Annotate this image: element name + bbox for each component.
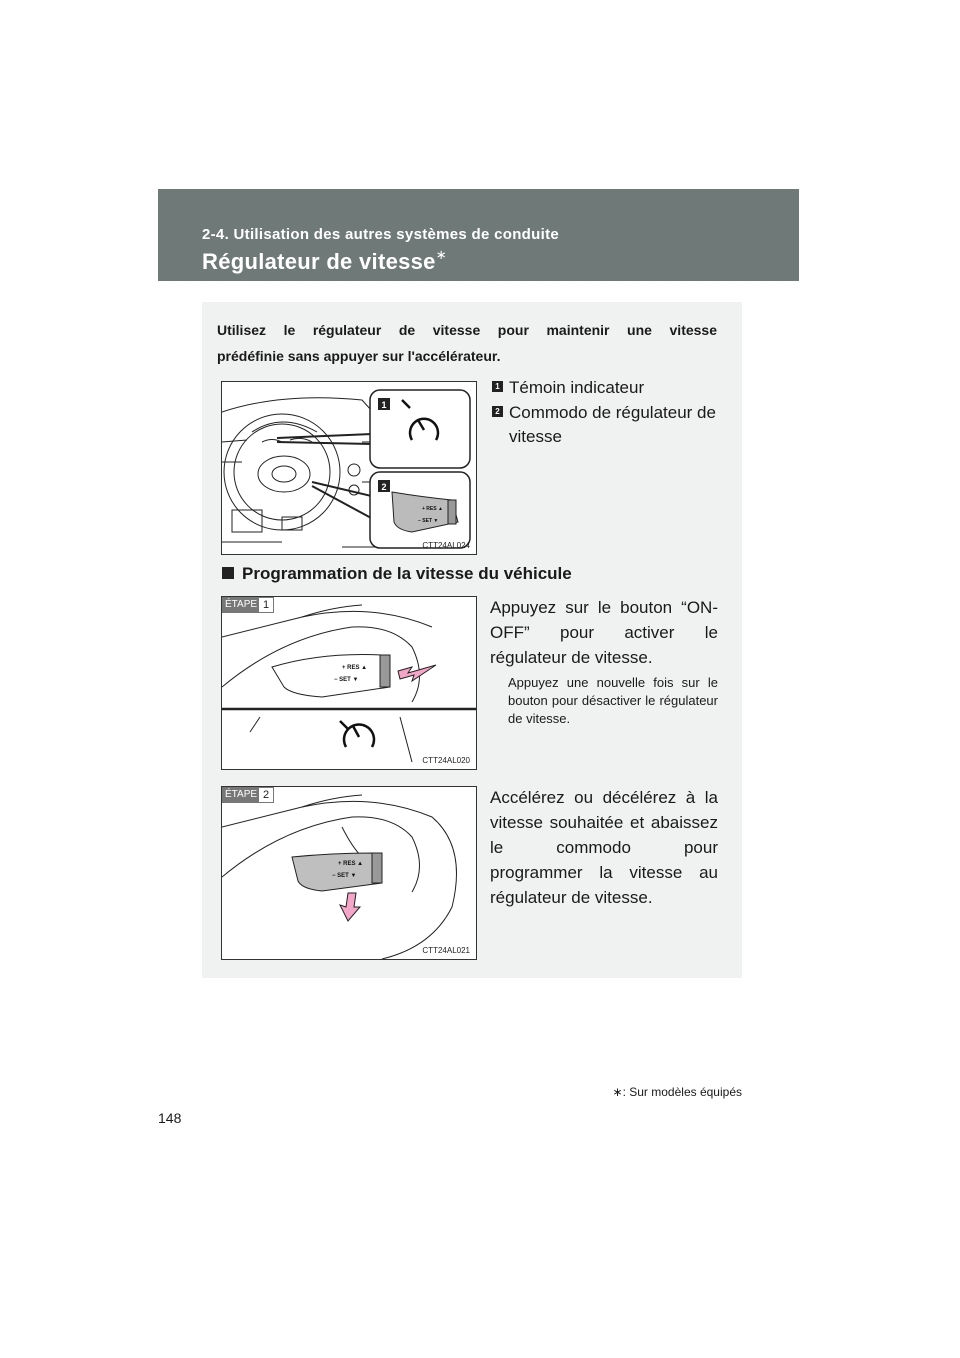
legend-2-text: Commodo de régulateur de — [509, 403, 716, 422]
step-1-badge — [222, 597, 274, 613]
legend-item-1 — [492, 376, 644, 400]
section-subheading — [222, 564, 572, 584]
intro-text — [217, 317, 717, 369]
intro-line-2: prédéfinie sans appuyer sur l'accélérateur. — [217, 348, 501, 364]
step-2-illustration — [221, 786, 477, 960]
section-label: 2-4. Utilisation des autres systèmes de conduite — [202, 226, 560, 243]
footnote: ∗: Sur modèles équipés — [612, 1085, 742, 1099]
callout-2-label: 2 — [381, 482, 387, 492]
square-bullet-icon — [222, 567, 234, 579]
lever-set-label: − SET ▼ — [418, 518, 439, 524]
title-asterisk: ∗ — [435, 247, 447, 262]
figure-1-code: CTT24AL024 — [422, 541, 470, 550]
step-2-number: 2 — [258, 787, 274, 803]
page-number: 148 — [158, 1110, 182, 1126]
legend-2-text-cont: vitesse — [509, 427, 562, 446]
step-2-lever-set: − SET ▼ — [332, 873, 357, 879]
step-1-label: ÉTAPE — [225, 599, 258, 610]
callout-1-label: 1 — [381, 400, 387, 410]
press-arrow-icon — [398, 665, 436, 681]
chapter-header — [158, 189, 799, 281]
step-2-code: CTT24AL021 — [422, 946, 470, 955]
intro-line-1: Utilisez le régulateur de vitesse pour maintenir une vitesse — [217, 322, 717, 338]
step-1-number: 1 — [258, 597, 274, 613]
step-1-illustration — [221, 596, 477, 770]
step-1-code: CTT24AL020 — [422, 756, 470, 765]
step-1-lever-set: − SET ▼ — [334, 677, 359, 683]
step-1-note: Appuyez une nouvelle fois sur le bouton pour désactiver le régulateur de vitesse. — [508, 675, 718, 726]
step-1-lever-res: + RES ▲ — [342, 665, 368, 671]
step-2-badge — [222, 787, 274, 803]
page-title — [202, 249, 447, 275]
step-1-drawing — [222, 597, 476, 769]
subheading-text: Programmation de la vitesse du véhicule — [242, 564, 572, 583]
dashboard-drawing — [222, 382, 476, 554]
step-2-lever-res: + RES ▲ — [338, 861, 364, 867]
step-1-text: Appuyez sur le bouton “ON-OFF” pour activer le régulateur de vitesse. — [490, 598, 718, 667]
lever-res-label: + RES ▲ — [422, 506, 443, 512]
step-2-label: ÉTAPE — [225, 789, 258, 800]
legend-item-2 — [492, 401, 716, 449]
step-2-text: Accélérez ou décélérez à la vitesse souhaitée et abaissez le commodo pour programmer la vitesse au régulateur de vitesse. — [490, 788, 718, 907]
legend-1-text: Témoin indicateur — [509, 378, 645, 397]
dashboard-illustration — [221, 381, 477, 555]
step-2-drawing — [222, 787, 476, 959]
legend-2-marker: 2 — [492, 406, 503, 417]
legend-1-marker: 1 — [492, 381, 503, 392]
title-text: Régulateur de vitesse — [202, 249, 436, 274]
content-panel — [202, 302, 742, 978]
push-down-arrow-icon — [340, 893, 360, 921]
